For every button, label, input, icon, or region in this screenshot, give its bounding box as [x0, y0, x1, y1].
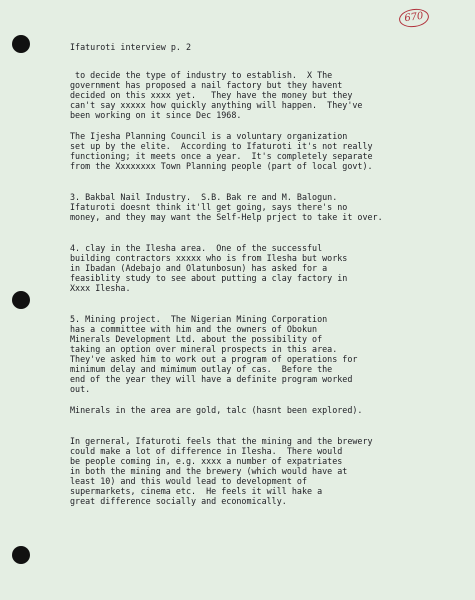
- handwritten-page-number: 670: [398, 7, 430, 29]
- text-line: could make a lot of difference in Ilesha. There would: [70, 446, 343, 456]
- text-line: be people coming in, e.g. xxxx a number of expatriates: [70, 456, 343, 466]
- text-line: Xxxx Ilesha.: [70, 283, 131, 293]
- text-line: taking an option over mineral prospects in this area.: [70, 344, 338, 354]
- text-line: supermarkets, cinema etc. He feels it will hake a: [70, 486, 323, 496]
- text-line: decided on this xxxx yet. They have the money but they: [70, 90, 353, 100]
- text-line: They've asked him to work out a program of operations for: [70, 354, 358, 364]
- text-line: Minerals Development Ltd. about the possibility of: [70, 334, 323, 344]
- text-line: money, and they may want the Self-Help prject to take it over.: [70, 212, 383, 222]
- text-line: government has proposed a nail factory but they havent: [70, 80, 343, 90]
- text-line: end of the year they will have a definite program worked: [70, 374, 353, 384]
- text-line: minimum delay and mimimum outlay of cas. Before the: [70, 364, 333, 374]
- text-line: been working on it since Dec 1968.: [70, 110, 242, 120]
- punch-hole: [12, 291, 30, 309]
- text-line: least 10) and this would lead to development of: [70, 476, 307, 486]
- text-line: 5. Mining project. The Nigerian Mining Corporation: [70, 314, 328, 324]
- text-line: in Ibadan (Adebajo and Olatunbosun) has asked for a: [70, 263, 328, 273]
- text-line: In gerneral, Ifaturoti feels that the mining and the brewery: [70, 436, 373, 446]
- text-line: The Ijesha Planning Council is a voluntary organization: [70, 131, 348, 141]
- text-line: out.: [70, 384, 91, 394]
- text-line: to decide the type of industry to establish. X The: [70, 70, 333, 80]
- text-line: 3. Bakbal Nail Industry. S.B. Bak re and M. Balogun.: [70, 192, 338, 202]
- text-line: can't say xxxxx how quickly anything will happen. They've: [70, 100, 363, 110]
- text-line: feasiblity study to see about putting a clay factory in: [70, 273, 348, 283]
- text-line: great difference socially and economically.: [70, 496, 287, 506]
- punch-hole: [12, 546, 30, 564]
- text-line: building contractors xxxxx who is from Ilesha but works: [70, 253, 348, 263]
- text-line: Ifaturoti doesnt think it'll get going, says there's no: [70, 202, 348, 212]
- text-line: set up by the elite. According to Ifaturoti it's not really: [70, 141, 373, 151]
- text-line: 4. clay in the Ilesha area. One of the successful: [70, 243, 323, 253]
- text-line: in both the mining and the brewery (which would have at: [70, 466, 348, 476]
- text-line: functioning; it meets once a year. It's completely separate: [70, 151, 373, 161]
- text-line: has a committee with him and the owners of Obokun: [70, 324, 318, 334]
- text-line: from the Xxxxxxxx Town Planning people (part of local govt).: [70, 161, 373, 171]
- text-line: Minerals in the area are gold, talc (hasnt been explored).: [70, 405, 363, 415]
- punch-hole: [12, 35, 30, 53]
- page-heading: Ifaturoti interview p. 2: [70, 42, 192, 52]
